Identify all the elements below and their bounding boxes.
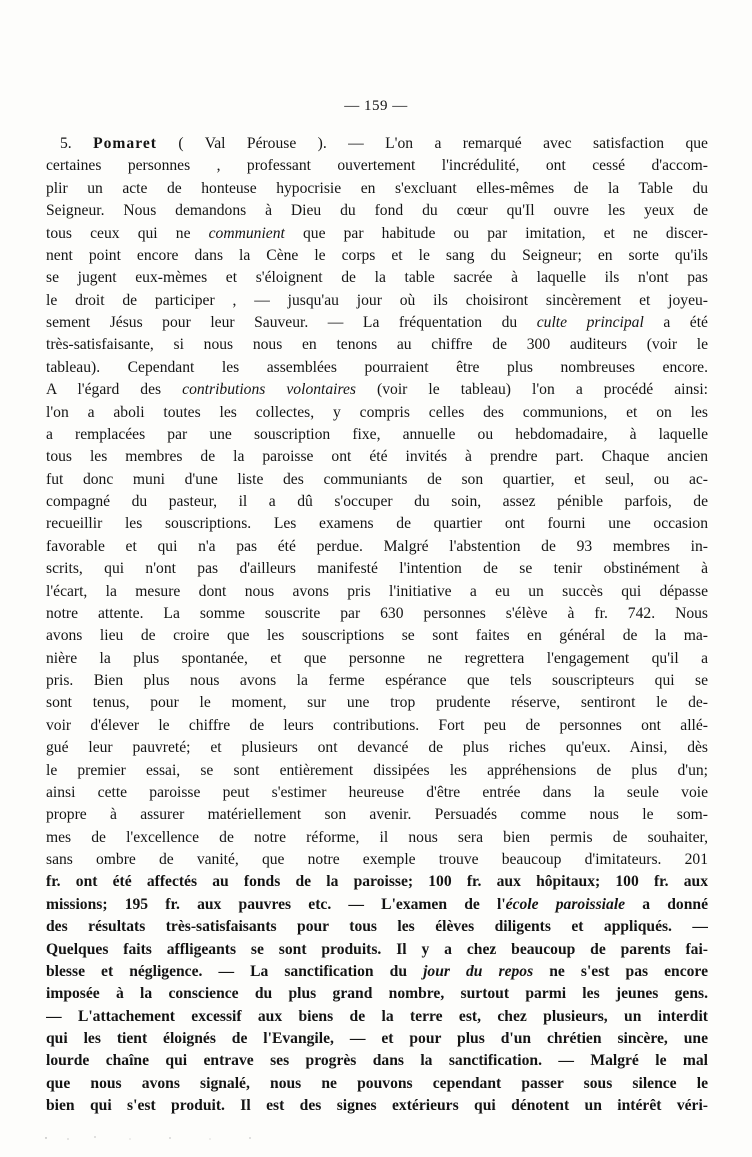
text-line [46,827,708,849]
text-run: que nous avons signalé, nous ne pouvons cependant passer sous silence le [46,1074,708,1092]
text-run: favorable et qui n'a pas été perdue. Malgré l'abstention de 93 membres in- [46,537,708,555]
text-line [46,267,708,289]
text-line [46,536,708,558]
text-run: très-satisfaisante, si nous nous en tenons au chiffre de 300 auditeurs (voir le [46,336,708,354]
text-line [46,155,708,177]
text-run: des résultats très-satisfaisants pour tous les élèves diligents et appliqués. — [46,918,708,936]
text-line [46,625,708,647]
text-run: nière la plus spontanée, et que personne ne regrettera l'engagement qu'il a [46,649,708,667]
text-run: sans ombre de vanité, que notre exemple trouve beaucoup d'imitateurs. 201 [46,851,708,868]
text-run: l'écart, la mesure dont nous avons pris l'initiative a eu un succès qui dépasse [46,582,708,600]
text-run: bien qui s'est produit. Il est des signes extérieurs qui dénotent un intérêt véri- [46,1097,708,1115]
text-run: (voir le tableau) l'on a procédé ainsi: [355,381,708,399]
text-line [46,223,708,245]
text-run: mes de l'excellence de notre réforme, il nous sera bien permis de souhaiter, [46,828,708,846]
text-line [46,581,708,603]
text-line [46,200,708,222]
text-run: imposée à la conscience du plus grand nombre, surtout parmi les jeunes gens. [46,985,708,1003]
text-run: lourde chaîne qui entrave ses progrès dans la sanctification. — Malgré le mal [46,1052,708,1070]
text-line [46,894,708,916]
text-run: a remplacées par une souscription fixe, annuelle ou hebdomadaire, à laquelle [46,425,708,443]
text-line [46,178,708,200]
text-line [46,692,708,714]
text-line [46,402,708,424]
text-run: recueillir les souscriptions. Les examens de quartier ont fourni une occasion [46,515,708,533]
text-line [46,983,708,1005]
text-line [46,1073,708,1095]
text-line [46,737,708,759]
text-run: gué leur pauvreté; et plusieurs ont devancé de plus riches qu'eux. Ainsi, dès [46,739,708,757]
text-run: sement Jésus pour leur Sauveur. — La fréquentation du [46,314,537,331]
text-line [46,648,708,670]
text-run: l'on a aboli toutes les collectes, y compris celles des communions, et on les [46,403,708,421]
text-run: ( Val Pérouse ). — L'on a remarqué avec satisfaction que [178,135,708,152]
text-run: Seigneur. Nous demandons à Dieu du fond du cœur qu'Il ouvre les yeux de [46,202,708,220]
text-run: voir d'élever le chiffre de leurs contributions. Fort peu de personnes ont allé- [46,716,708,734]
text-run: fut donc muni d'une liste des communiants de son quartier, et seul, ou ac- [46,470,708,488]
text-line [46,1006,708,1028]
text-line [46,871,708,893]
page-number: — 159 — [344,98,408,114]
text-line [46,558,708,580]
text-line [46,133,708,155]
text-line [46,491,708,513]
text-line [46,334,708,356]
text-run: tous ceux qui ne [46,224,209,242]
text-run: notre attente. La somme souscrite par 630 personnes s'élève à fr. 742. Nous [46,604,708,622]
text-run: nent point encore dans la Cène le corps et le sang du Seigneur; en sorte qu'ils [46,246,708,264]
text-run: scrits, qui n'ont pas d'ailleurs manifesté l'intention de se tenir obstinément à [46,560,708,578]
text-line [46,916,708,938]
text-run: ainsi cette paroisse peut s'estimer heureuse d'être entrée dans la seule voie [46,783,708,801]
text-line [46,513,708,535]
text-line [46,715,708,737]
text-run: plir un acte de honteuse hypocrisie en s'excluant elles-mêmes de la Table du [46,179,708,197]
text-line [46,1028,708,1050]
text-line [46,849,708,871]
text-line [46,312,708,334]
text-run: — L'attachement excessif aux biens de la terre est, chez plusieurs, un interdit [46,1007,708,1025]
text-line [46,804,708,826]
section-number: 5. [60,135,72,152]
text-run: certaines personnes , professant ouvertement l'incrédulité, ont cessé d'accom- [46,157,708,175]
text-line [46,290,708,312]
italic-phrase: école paroissiale [505,895,626,913]
text-run: pris. Bien plus nous avons la ferme espérance que tels souscripteurs qui se [46,672,708,689]
paragraph-body [46,133,708,1118]
text-run: a donné [625,895,708,913]
text-run: blesse et négligence. — La sanctification du [46,962,424,980]
text-run: a été [643,314,708,331]
text-line [46,939,708,961]
text-run: se jugent eux-mèmes et s'éloignent de la table sacrée à laquelle ils n'ont pas [46,269,708,287]
text-run: qui les tient éloignés de l'Evangile, — et pour plus d'un chrétien sincère, une [46,1030,708,1047]
text-run: propre à assurer matériellement son avenir. Persuadés comme nous le som- [46,806,708,824]
text-line [46,245,708,267]
text-run: ne s'est pas encore [533,962,708,980]
italic-phrase: jour du repos [423,962,534,980]
text-run: A l'égard des [46,381,183,399]
text-run: le droit de participer , — jusqu'au jour où ils choisiront sincèrement et joyeu- [46,291,708,309]
parish-name: Pomaret [93,135,157,152]
text-line [46,1050,708,1072]
text-run: fr. ont été affectés au fonds de la paroisse; 100 fr. aux hôpitaux; 100 fr. aux [46,873,708,891]
text-run: compagné du pasteur, il a dû s'occuper du soin, assez pénible parfois, de [46,493,708,510]
text-line [46,424,708,446]
text-line [46,357,708,379]
text-line [46,670,708,692]
text-line [46,446,708,468]
text-run: sont tenus, pour le moment, sur une trop prudente réserve, sentiront le de- [46,694,708,712]
text-line [46,961,708,983]
text-line [46,760,708,782]
italic-phrase: communient [208,224,285,242]
text-line [46,603,708,625]
text-run: missions; 195 fr. aux pauvres etc. — L'examen de l' [46,895,506,913]
text-run: avons lieu de croire que les souscriptions se sont faites en général de la ma- [46,627,708,645]
text-run: que par habitude ou par imitation, et ne discer- [284,224,708,242]
text-line [46,469,708,491]
italic-phrase: culte principal [536,314,644,331]
text-run: Quelques faits affligeants se sont produits. Il y a chez beaucoup de parents fai- [46,940,708,958]
text-run: tableau). Cependant les assemblées pourraient être plus nombreuses encore. [46,358,708,376]
text-run: tous les membres de la paroisse ont été invités à prendre part. Chaque ancien [46,448,708,466]
italic-phrase: contributions volontaires [182,381,356,399]
text-line [46,1095,708,1117]
text-line [46,782,708,804]
text-line [46,379,708,401]
text-run: le premier essai, se sont entièrement dissipées les appréhensions de plus d'un; [46,761,708,779]
page-speckles [40,1134,280,1142]
